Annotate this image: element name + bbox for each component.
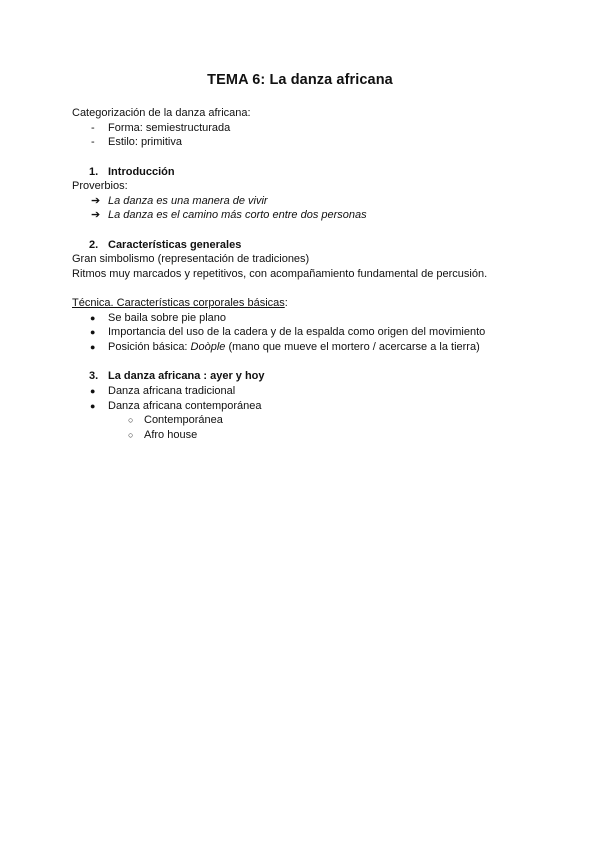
list-item-text: Estilo: primitiva [108,136,182,148]
list-item-text: Importancia del uso de la cadera y de la espalda como origen del movimiento [108,326,486,338]
bullet-marker: ● [90,401,96,411]
list-item-text: Se baila sobre pie plano [108,312,227,324]
technique-label [72,296,288,310]
technique-label-colon: : [284,297,288,309]
proverb-text: La danza es el camino más corto entre dos personas [108,209,367,221]
section-heading-text: Características generales [108,239,242,251]
circle-marker: ○ [128,415,134,425]
list-item-text: Forma: semiestructurada [108,122,231,134]
proverb-text: La danza es una manera de vivir [108,195,268,207]
bullet-marker: ● [90,386,96,396]
list-item-text [108,340,480,354]
technique-label-text: Técnica. Características corporales básicas [72,297,285,309]
bullet-marker: ● [90,342,96,352]
section-number: 1. [89,166,99,178]
bullet-marker: ● [90,327,96,337]
document-title: TEMA 6: La danza africana [207,72,393,88]
paragraph-line: Ritmos muy marcados y repetitivos, con acompañamiento fundamental de percusión. [72,268,488,280]
dash-marker: - [91,122,95,134]
position-prefix: Posición básica: [108,341,191,353]
sub-list-item-text: Afro house [144,429,198,441]
sub-list-item-text: Contemporánea [144,414,223,426]
section-heading-text: La danza africana : ayer y hoy [108,370,265,382]
section-heading-text: Introducción [108,166,175,178]
categorization-label: Categorización de la danza africana: [72,107,251,119]
bullet-marker: ● [90,313,96,323]
arrow-icon: ➔ [91,209,101,221]
section-number: 2. [89,239,99,251]
arrow-icon: ➔ [91,195,101,207]
position-suffix: (mano que mueve el mortero / acercarse a la tierra) [225,341,480,353]
circle-marker: ○ [128,430,134,440]
list-item-text: Danza africana tradicional [108,385,236,397]
paragraph-line: Gran simbolismo (representación de tradiciones) [72,253,310,265]
proverbs-label: Proverbios: [72,180,128,192]
position-term: Doòple [190,341,226,353]
dash-marker: - [91,136,95,148]
section-number: 3. [89,370,99,382]
list-item-text: Danza africana contemporánea [108,400,262,412]
